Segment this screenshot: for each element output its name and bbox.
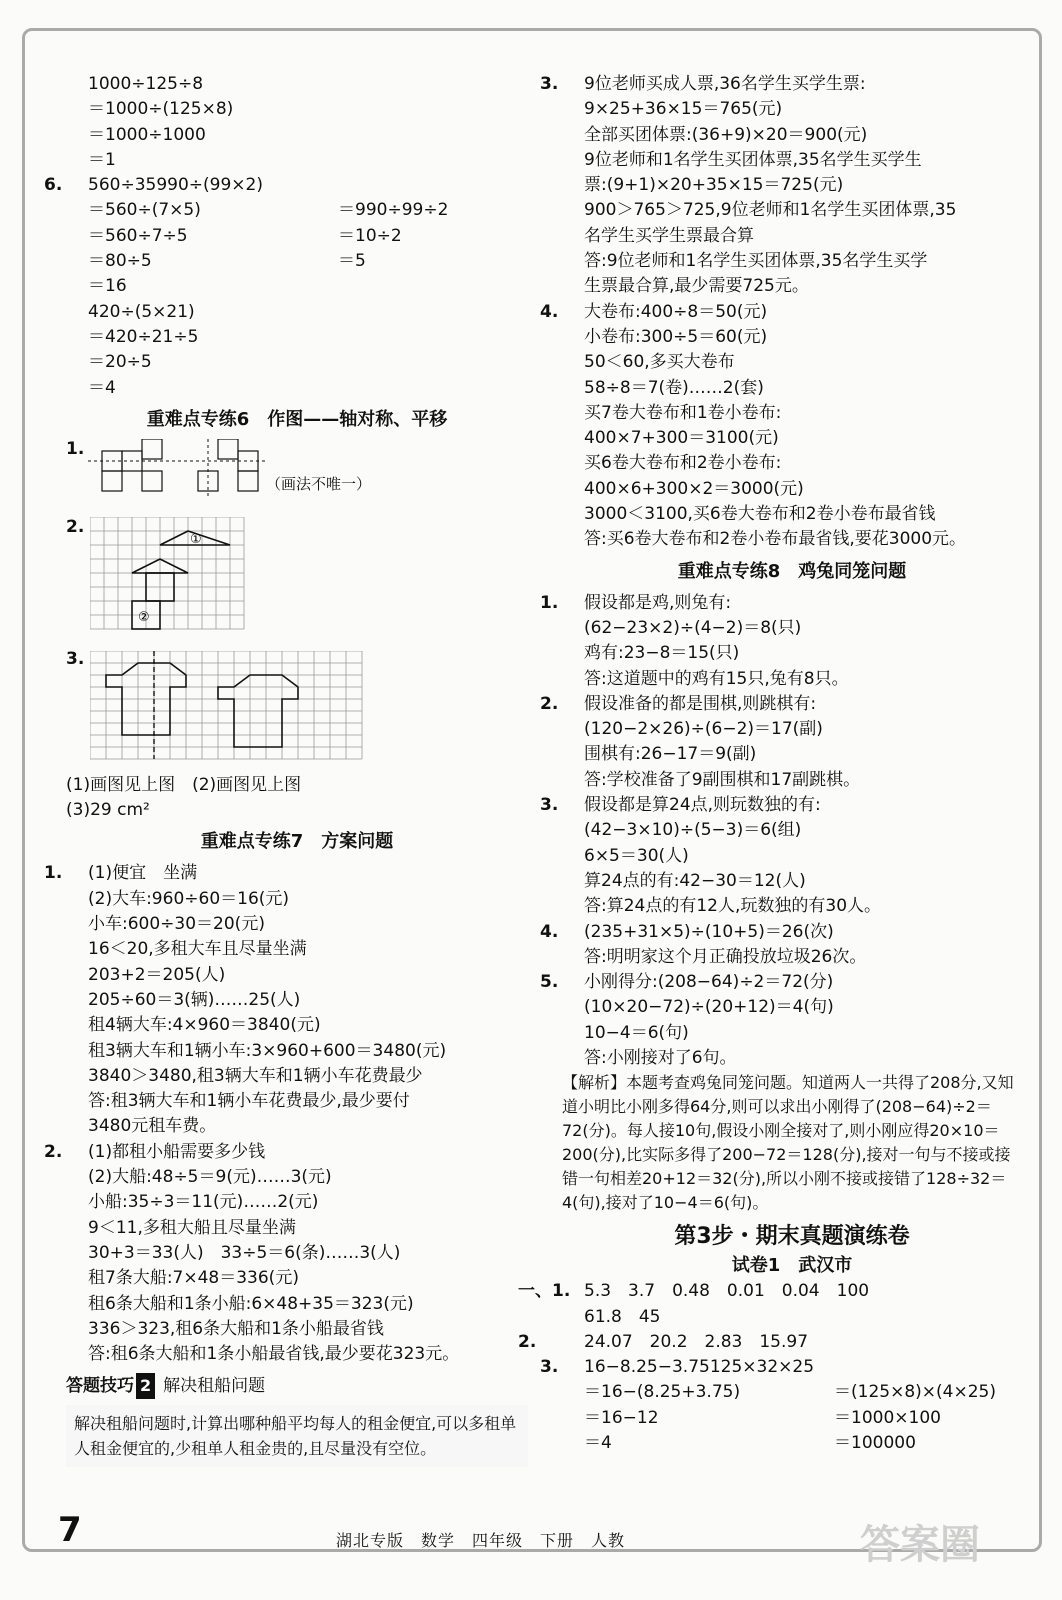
answer-text: 买7卷大卷布和1卷小卷布: [584, 402, 782, 423]
answer-line [66, 1013, 528, 1038]
answer-text: 3840＞3480,租3辆大车和1辆小车花费最少 [88, 1065, 423, 1086]
section-title-6: 重难点专练6 作图——轴对称、平移 [146, 408, 448, 430]
answer-text: 小船:35÷3＝11(元)……2(元) [88, 1192, 319, 1213]
answer-text: (62−23×2)÷(4−2)＝8(只) [584, 617, 802, 638]
answer-line [562, 224, 1022, 249]
answer-text: (2)大车:960÷60＝16(元) [88, 888, 290, 909]
answer-text: 900＞765＞725,9位老师和1名学生买团体票,35 [584, 200, 957, 221]
answer-text: 58÷8＝7(卷)……2(套) [584, 377, 764, 398]
calc-line: 1000÷125÷8 [88, 74, 204, 94]
answer-line [562, 97, 1022, 122]
answer-line [44, 861, 528, 886]
answer-line [562, 426, 1022, 451]
answer-line [540, 692, 1022, 717]
answer-line [562, 641, 1022, 666]
answer-text: 答:租3辆大车和1辆小车花费最少,最少要付 [88, 1091, 410, 1112]
calc-cell: ＝1000×100 [834, 1407, 941, 1428]
answer-text: 答:这道题中的鸡有15只,兔有8只。 [584, 668, 849, 689]
answer-line [66, 1114, 528, 1139]
tip-number: 2 [136, 1373, 155, 1399]
paper-title: 试卷1 武汉市 [731, 1255, 853, 1277]
answer-line [66, 912, 528, 937]
answer-text: 6×5＝30(人) [584, 845, 689, 866]
watermark: 答案圈 [860, 1522, 980, 1568]
question-number: 3. [540, 1357, 559, 1378]
answer-line: (1)画图见上图 (2)画图见上图 [66, 774, 302, 795]
figure-note: （画法不唯一） [266, 474, 372, 493]
question-number: 1. [44, 863, 63, 884]
answer-line [562, 376, 1022, 401]
answer-text: 9×25+36×15＝765(元) [584, 99, 783, 120]
calc-cell: ＝560÷7÷5 [88, 225, 188, 246]
answer-text: 租7条大船:7×48＝336(元) [88, 1268, 299, 1289]
answer-text: 全部买团体票:(36+9)×20＝900(元) [584, 124, 868, 145]
tip-text: 解决租船问题时,计算出哪种船平均每人的租金便宜,可以多租单人租金便宜的,少租单人租金贵的,且尽量没有空位。 [66, 1405, 528, 1467]
answer-line [562, 148, 1022, 173]
question-number: 3. [540, 795, 559, 816]
answer-text: (10×20−72)÷(20+12)＝4(句) [584, 997, 834, 1018]
calc-cell: 560÷35 [88, 175, 157, 196]
calc-cell: ＝16−12 [584, 1407, 659, 1428]
answer-line [66, 1292, 528, 1317]
calc-pair [44, 173, 528, 198]
calc-cell: ＝990÷99÷2 [338, 200, 449, 221]
calc-cell: ＝80÷5 [88, 251, 152, 272]
question-number: 1. [540, 592, 559, 613]
answer-text: 答:租6条大船和1条小船最省钱,最少要花323元。 [88, 1344, 460, 1365]
tip-label: 答题技巧 [66, 1376, 134, 1397]
calc-cell: ＝16−(8.25+3.75) [584, 1382, 741, 1403]
answer-line [540, 591, 1022, 616]
symmetry-figure [88, 439, 288, 511]
question-number: 3. [540, 74, 559, 94]
answer-text: 答:明明家这个月正确投放垃圾26次。 [584, 946, 867, 967]
answer-line [66, 887, 528, 912]
answer-line [562, 869, 1022, 894]
answer-text: 假设准备的都是围棋,则跳棋有: [584, 693, 817, 714]
answer-text: 大卷布:400÷8＝50(元) [584, 301, 768, 322]
answer-text: 小卷布:300÷5＝60(元) [584, 326, 768, 347]
answer-text: 61.8 45 [584, 1306, 661, 1327]
answer-text: 围棋有:26−17＝9(副) [584, 744, 757, 765]
calc-cell: 125×32×25 [709, 1357, 815, 1378]
tip-title: 解决租船问题 [163, 1376, 266, 1397]
question-number: 5. [540, 972, 559, 993]
answer-text: 鸡有:23−8＝15(只) [584, 643, 740, 664]
answer-line [66, 1039, 528, 1064]
answer-line [562, 894, 1022, 919]
answer-text: 答:买6卷大卷布和2卷小卷布最省钱,要花3000元。 [584, 529, 967, 550]
calc-cell: ＝5 [338, 251, 366, 272]
calc-pair [66, 224, 528, 249]
answer-line [562, 1305, 1022, 1330]
calc-line: ＝420÷21÷5 [88, 326, 199, 347]
answer-line [44, 1140, 528, 1165]
page-number: 7 [58, 1510, 82, 1550]
right-column [518, 72, 1022, 1456]
figure-2 [66, 517, 528, 645]
answer-text: 3480元租车费。 [88, 1116, 217, 1137]
answer-line [562, 844, 1022, 869]
paper-lines [518, 1279, 1022, 1355]
answer-text: (1)便宜 坐满 [88, 863, 198, 884]
question-number: 4. [540, 301, 559, 322]
calc-cell: ＝16 [88, 276, 127, 297]
calc-pair [562, 1431, 1022, 1456]
calc-pair [540, 1355, 1022, 1380]
answer-text: 50＜60,多买大卷布 [584, 352, 735, 373]
answer-line [562, 502, 1022, 527]
answer-line [562, 1021, 1022, 1046]
answer-text: 租3辆大车和1辆小车:3×960+600＝3480(元) [88, 1040, 447, 1061]
step3-title: 第3步・期末真题演练卷 [674, 1224, 910, 1250]
section-title-8: 重难点专练8 鸡兔同笼问题 [677, 560, 907, 582]
answer-text: 9位老师买成人票,36名学生买学生票: [584, 74, 866, 94]
calc-line: ＝1000÷1000 [88, 124, 206, 145]
answer-text: 买6卷大卷布和2卷小卷布: [584, 453, 782, 474]
answer-text: (1)都租小船需要多少钱 [88, 1141, 266, 1162]
answer-text: 9＜11,多租大船且尽量坐满 [88, 1217, 296, 1238]
answer-text: 答:学校准备了9副围棋和17副跳棋。 [584, 769, 861, 790]
calc-cell: ＝560÷(7×5) [88, 200, 201, 221]
answer-line [562, 123, 1022, 148]
calc-pair [562, 1380, 1022, 1405]
answer-line [562, 1046, 1022, 1071]
answer-text: 生票最合算,最少需要725元。 [584, 276, 809, 297]
answer-line [540, 920, 1022, 945]
calc-pair [66, 198, 528, 223]
calc-cell: ＝100000 [834, 1433, 916, 1454]
calc-pair [66, 249, 528, 274]
answer-line [540, 72, 1022, 97]
calc-cell: ＝4 [584, 1433, 612, 1454]
answer-text: 400×6+300×2＝3000(元) [584, 478, 804, 499]
answer-text: 名学生买学生票最合算 [584, 225, 754, 246]
answer-line [518, 1330, 1022, 1355]
answer-line [562, 274, 1022, 299]
answer-text: 16＜20,多租大车且尽量坐满 [88, 939, 307, 960]
answer-text: 假设都是鸡,则兔有: [584, 592, 732, 613]
calc-line: ＝4 [88, 377, 116, 398]
answer-line [562, 995, 1022, 1020]
answer-text: 30+3＝33(人) 33÷5＝6(条)……3(人) [88, 1242, 401, 1263]
answer-text: (2)大船:48÷5＝9(元)……3(元) [88, 1167, 332, 1188]
answer-text: 小刚得分:(208−64)÷2＝72(分) [584, 972, 834, 993]
answer-text: 10−4＝6(句) [584, 1022, 689, 1043]
left-column [44, 72, 528, 1467]
answer-text: 答:算24点的有12人,玩数独的有30人。 [584, 896, 882, 917]
answer-line [562, 616, 1022, 641]
section-8-lines [540, 591, 1022, 1072]
calc-cell: ＝10÷2 [338, 225, 402, 246]
calc-line: 420÷(5×21) [88, 301, 195, 322]
answer-line [518, 1279, 1022, 1304]
answer-line [66, 1241, 528, 1266]
question-number: 2. [518, 1331, 537, 1352]
answer-line [562, 451, 1022, 476]
answer-line [66, 963, 528, 988]
answer-line [66, 1266, 528, 1291]
answer-text: 24.07 20.2 2.83 15.97 [584, 1331, 809, 1352]
answer-line [66, 1317, 528, 1342]
question-number: 2. [44, 1141, 63, 1162]
answer-line: (3)29 cm² [66, 800, 150, 821]
answer-line [562, 768, 1022, 793]
answer-line [66, 1190, 528, 1215]
question-number: 2. [66, 516, 85, 537]
shape-label: ① [190, 531, 202, 547]
answer-text: 3000＜3100,买6卷大卷布和2卷小卷布最省钱 [584, 504, 936, 525]
answer-line [562, 198, 1022, 223]
answer-line [562, 325, 1022, 350]
calc-pair [66, 274, 528, 299]
question-number: 1. [66, 438, 85, 459]
calc-cell: 16−8.25−3.75 [584, 1357, 710, 1378]
book-meta: 湖北专版 数学 四年级 下册 人教 [336, 1531, 626, 1550]
answer-line [66, 988, 528, 1013]
answer-line [540, 970, 1022, 995]
answer-line [562, 717, 1022, 742]
answer-text: 5.3 3.7 0.48 0.01 0.04 100 [584, 1281, 870, 1302]
answer-text: 205÷60＝3(辆)……25(人) [88, 989, 301, 1010]
question-number: 4. [540, 921, 559, 942]
answer-line [562, 350, 1022, 375]
tip-header [66, 1373, 528, 1399]
answer-line [562, 742, 1022, 767]
page-footer [58, 1510, 986, 1568]
section-title-7: 重难点专练7 方案问题 [200, 831, 394, 853]
calc-line: ＝1000÷(125×8) [88, 99, 234, 120]
answer-text: 答:小刚接对了6句。 [584, 1047, 737, 1068]
answer-line [562, 249, 1022, 274]
calc-line: ＝20÷5 [88, 352, 152, 373]
answer-text: (120−2×26)÷(6−2)＝17(副) [584, 719, 823, 740]
answer-text: 假设都是算24点,则玩数独的有: [584, 795, 821, 816]
answer-text: 小车:600÷30＝20(元) [88, 914, 265, 935]
answer-text: 400×7+300＝3100(元) [584, 428, 779, 449]
figure-3 [66, 649, 528, 773]
answer-line [66, 1089, 528, 1114]
answer-line [66, 1165, 528, 1190]
answer-line [66, 1064, 528, 1089]
answer-line [66, 1342, 528, 1367]
calc-cell: 990÷(99×2) [156, 175, 263, 196]
answer-line [66, 937, 528, 962]
calc-cell: ＝(125×8)×(4×25) [834, 1382, 996, 1403]
answer-text: 算24点的有:42−30＝12(人) [584, 870, 806, 891]
grid-figure [90, 651, 380, 771]
answer-line [562, 527, 1022, 552]
answer-line [66, 1216, 528, 1241]
shape-label: ② [138, 609, 150, 625]
right-block-1 [540, 72, 1022, 553]
grid-figure [90, 517, 250, 641]
answer-text: 答:9位老师和1名学生买团体票,35名学生买学 [584, 251, 928, 272]
answer-line [540, 300, 1022, 325]
figure-1 [66, 439, 528, 511]
answer-text: 9位老师和1名学生买团体票,35名学生买学生 [584, 149, 922, 170]
answer-text: 租6条大船和1条小船:6×48+35＝323(元) [88, 1293, 414, 1314]
answer-text: 租4辆大车:4×960＝3840(元) [88, 1015, 321, 1036]
question-number: 3. [66, 648, 85, 669]
question-number: 6. [44, 175, 63, 196]
calc-line: ＝1 [88, 149, 116, 170]
answer-text: (42−3×10)÷(5−3)＝6(组) [584, 820, 802, 841]
answer-line [540, 793, 1022, 818]
answer-line [562, 173, 1022, 198]
calc-pair [562, 1406, 1022, 1431]
answer-text: (235+31×5)÷(10+5)＝26(次) [584, 921, 834, 942]
question-number: 一、1. [518, 1281, 571, 1302]
question-number: 2. [540, 693, 559, 714]
answer-text: 票:(9+1)×20+35×15＝725(元) [584, 175, 844, 196]
answer-line [562, 818, 1022, 843]
answer-line [562, 477, 1022, 502]
answer-line [562, 945, 1022, 970]
analysis-text: 【解析】本题考查鸡兔同笼问题。知道两人一共得了208分,又知道小明比小刚多得64分,则可以求出小刚得了(208−64)÷2＝72(分)。每人接10句,假设小刚全接对了,则小刚应得20×10＝200(分),比实际多得了200−72＝128(分),接对一句与不接或接错一句相差20+12＝32(分),所以小刚不接或接错了128÷32＝4(句),接对了10−4＝6(句)。 [562, 1073, 1014, 1213]
answer-line [562, 667, 1022, 692]
section-7-lines [44, 861, 528, 1367]
answer-text: 203+2＝205(人) [88, 964, 226, 985]
answer-text: 336＞323,租6条大船和1条小船最省钱 [88, 1318, 384, 1339]
answer-line [562, 401, 1022, 426]
